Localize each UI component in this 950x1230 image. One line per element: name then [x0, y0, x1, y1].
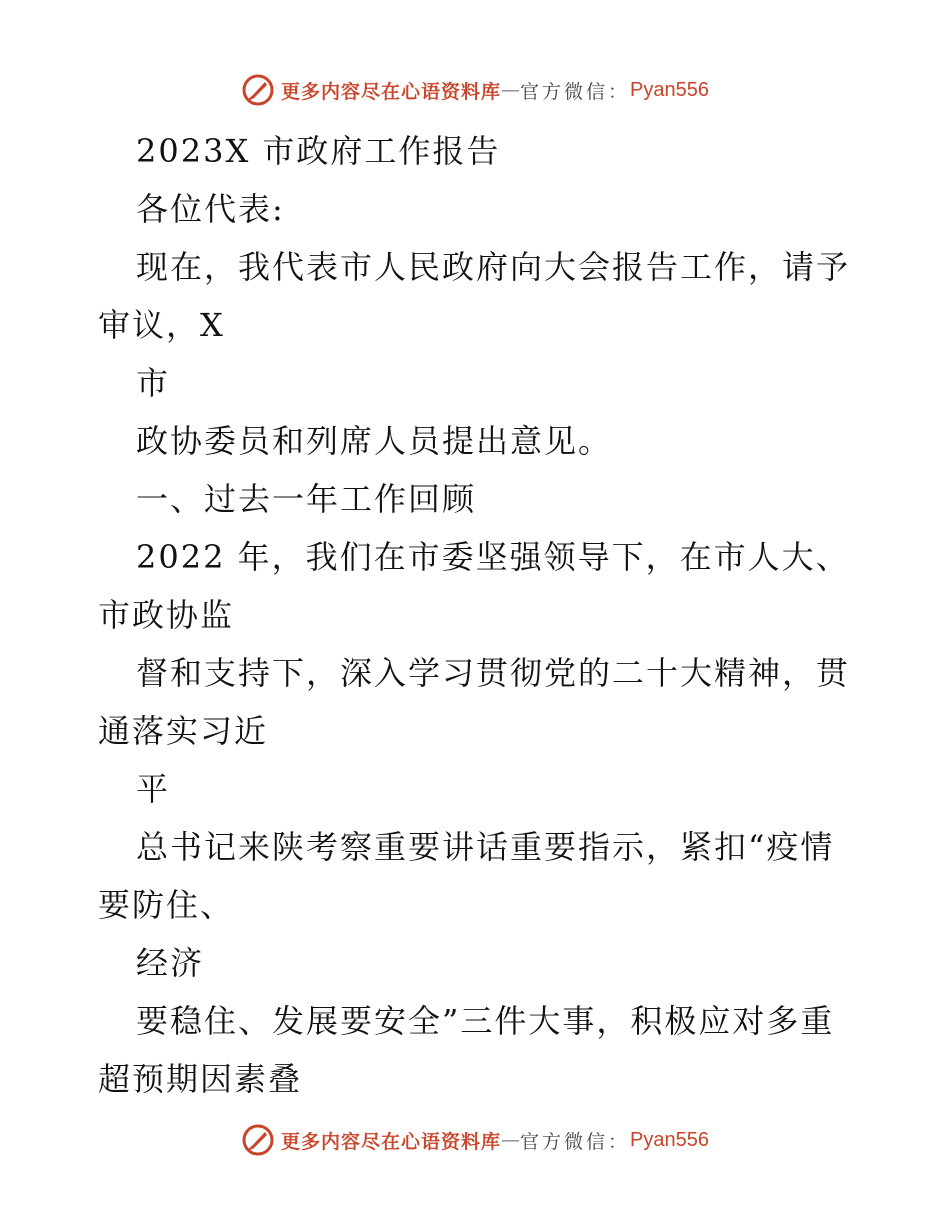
- watermark-banner-top: [0, 70, 950, 110]
- watermark-dash: —: [501, 1129, 521, 1151]
- watermark-banner-bottom: [0, 1120, 950, 1160]
- body-line: 2022 年，我们在市委坚强领导下，在市人大、: [136, 538, 850, 576]
- document-body: [98, 122, 868, 1108]
- body-line: 督和支持下，深入学习贯彻党的二十大精神，贯: [136, 654, 851, 692]
- watermark-wechat-id: Pyan556: [630, 1128, 709, 1151]
- watermark-wechat-id: Pyan556: [630, 78, 709, 101]
- document-title: 2023X 市政府工作报告: [136, 132, 501, 170]
- body-line: 政协委员和列席人员提出意见。: [136, 422, 613, 460]
- body-line: 总书记来陕考察重要讲话重要指示，紧扣“疫情: [136, 828, 835, 866]
- body-line: 经济: [136, 944, 205, 982]
- body-line: 通落实习近: [98, 712, 269, 750]
- watermark-dash: —: [501, 79, 521, 101]
- quill-pen-circle-icon: [241, 1123, 275, 1157]
- salutation: 各位代表:: [136, 190, 285, 228]
- section-heading: 一、过去一年工作回顾: [136, 480, 477, 518]
- body-line: 平: [136, 770, 171, 808]
- body-line: 现在，我代表市人民政府向大会报告工作，请予: [136, 248, 851, 286]
- watermark-text: 更多内容尽在心语资料库: [281, 80, 502, 103]
- watermark-official-label: 官方微信：: [520, 1130, 631, 1153]
- body-line: 要防住、: [98, 886, 235, 924]
- body-line: 市: [136, 364, 171, 402]
- watermark-text: 更多内容尽在心语资料库: [281, 1130, 502, 1153]
- watermark-official-label: 官方微信：: [520, 80, 631, 103]
- quill-pen-circle-icon: [241, 73, 275, 107]
- body-line: 审议，X: [98, 306, 225, 344]
- body-line: 市政协监: [98, 596, 235, 634]
- body-line: 超预期因素叠: [98, 1060, 303, 1098]
- body-line: 要稳住、发展要安全”三件大事，积极应对多重: [136, 1002, 835, 1040]
